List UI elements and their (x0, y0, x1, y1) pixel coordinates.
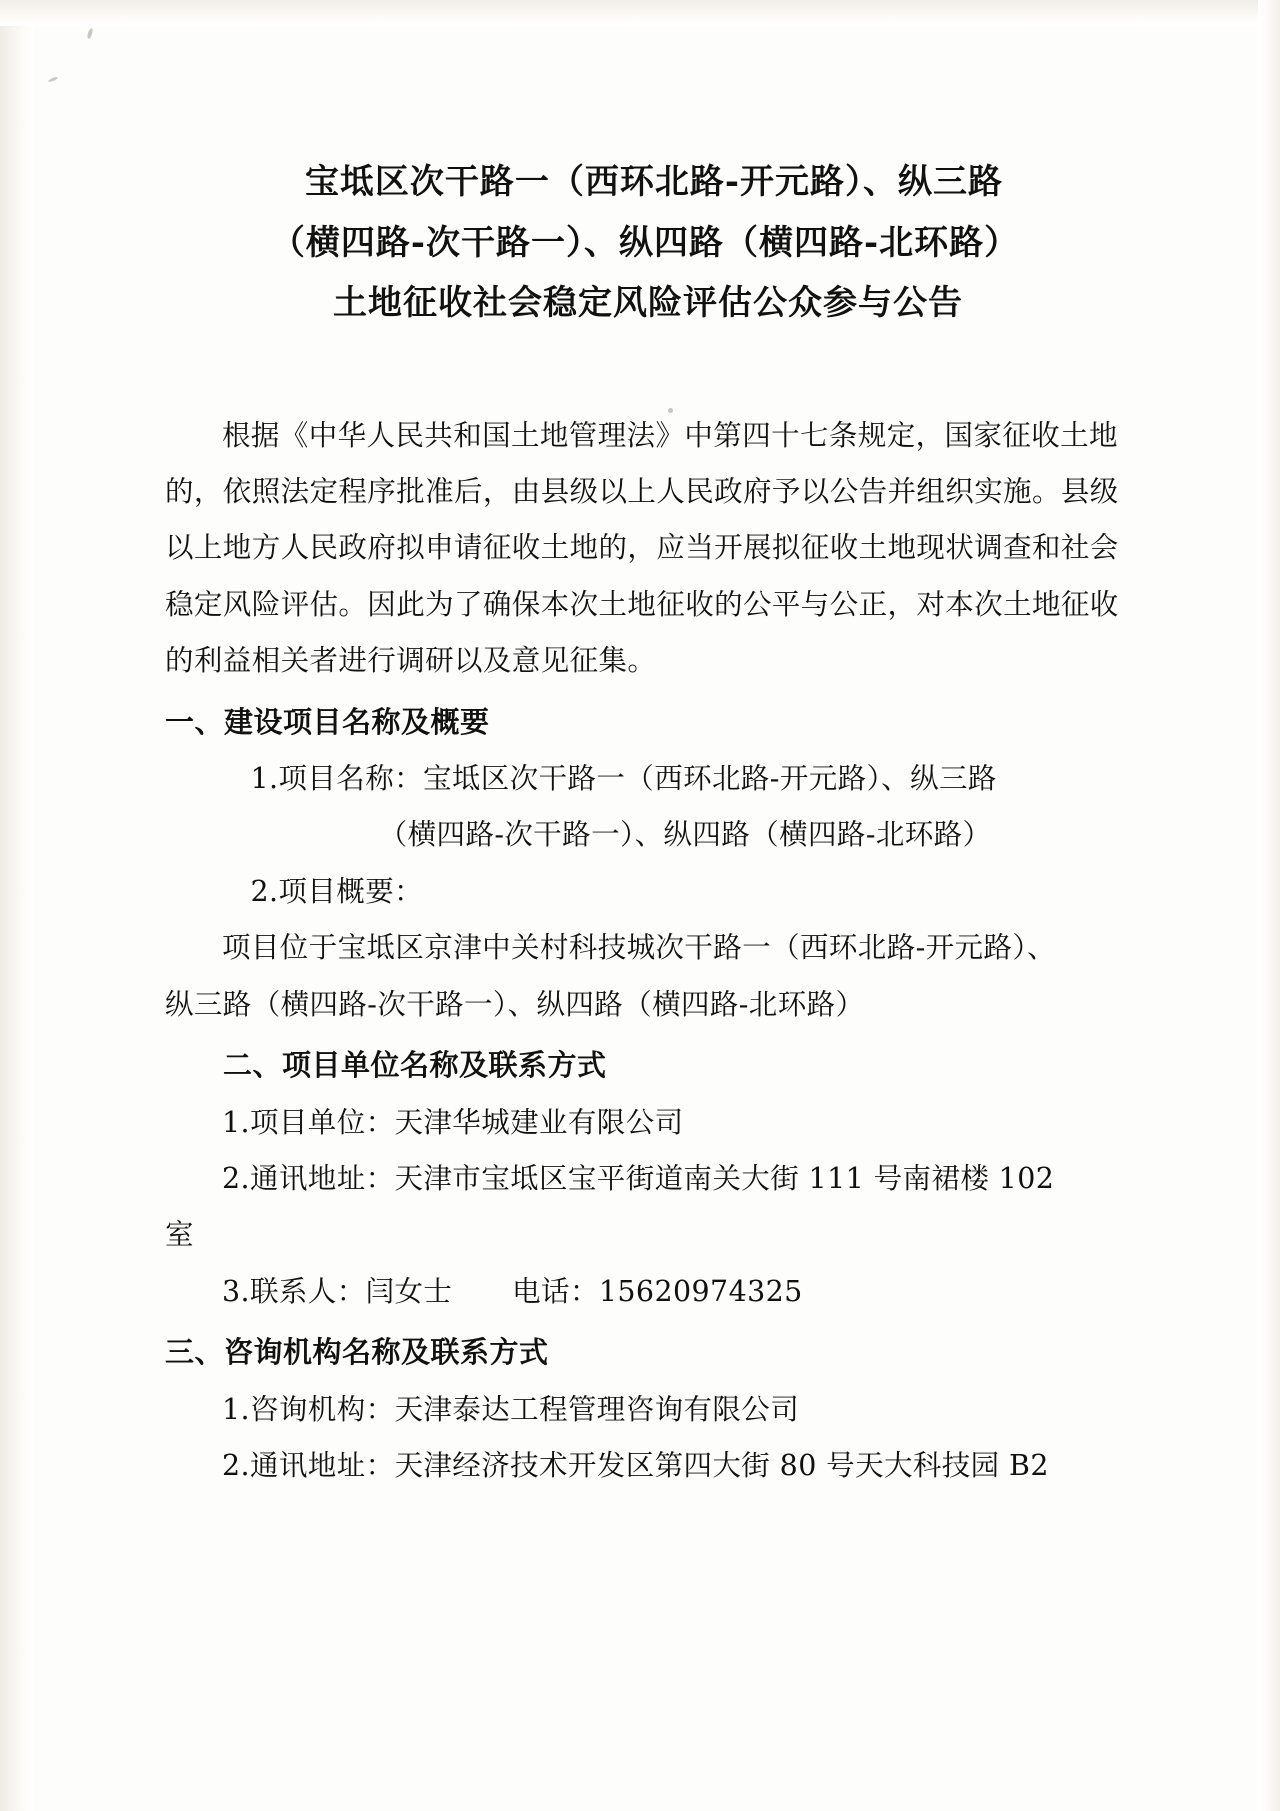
section2-item2-label: 2.通讯地址： (222, 1162, 395, 1195)
document-title (165, 152, 1125, 334)
section2-item1-text: 天津华城建业有限公司 (394, 1105, 684, 1139)
scan-speck (48, 76, 58, 83)
section2-item3 (165, 1264, 1125, 1320)
section1-item1-label: 1.项目名称： (250, 762, 423, 796)
section1-item1-line2: （横四路-次干路一）、纵四路（横四路-北环路） (378, 818, 992, 852)
section1-item1-line1 (165, 751, 1125, 807)
section3-item1-label: 1.咨询机构： (222, 1392, 395, 1426)
section2-item2-line2: 室 (165, 1218, 194, 1252)
document-body (165, 0, 1125, 1495)
section3-item2-label: 2.通讯地址： (222, 1449, 395, 1483)
section1-item1-text: 宝坻区次干路一（西环北路-开元路）、纵三路 (423, 762, 997, 796)
section2-item1 (165, 1095, 1125, 1151)
section3-item1 (165, 1382, 1125, 1438)
page-edge-shadow-right (1258, 0, 1280, 1811)
section2-item2-line1 (165, 1151, 1125, 1207)
section2-item2-text: 天津市宝坻区宝平街道南关大街 111 号南裙楼 102 (394, 1162, 1055, 1195)
scan-speck (86, 28, 93, 40)
section2-item1-label: 1.项目单位： (222, 1105, 395, 1139)
page-edge-shadow-left (0, 0, 34, 1811)
section2-item3-name: 闫女士 (365, 1274, 453, 1308)
section-heading-2: 二、项目单位名称及联系方式 (223, 1048, 607, 1083)
title-line-1: 宝坻区次干路一（西环北路-开元路）、纵三路 (304, 162, 1004, 202)
section3-item2-text: 天津经济技术开发区第四大街 80 号天大科技园 B2 (394, 1449, 1049, 1483)
section-heading-1: 一、建设项目名称及概要 (165, 704, 490, 739)
section1-item2-label: 2.项目概要： (250, 874, 423, 908)
document-content (165, 408, 1125, 1495)
section2-item3-phone: 电话：15620974325 (512, 1274, 803, 1308)
section-heading-3: 三、咨询机构名称及联系方式 (165, 1335, 549, 1370)
section3-item2 (165, 1438, 1125, 1494)
title-line-3: 土地征收社会稳定风险评估公众参与公告 (333, 283, 963, 324)
section3-item1-text: 天津泰达工程管理咨询有限公司 (394, 1392, 800, 1426)
section1-item2-line2: 纵三路（横四路-次干路一）、纵四路（横四路-北环路） (165, 987, 865, 1021)
title-line-2: （横四路-次干路一）、纵四路（横四路-北环路） (270, 222, 1020, 263)
section2-item3-label: 3.联系人： (222, 1274, 366, 1308)
section1-item2-line1: 项目位于宝坻区京津中关村科技城次干路一（西环北路-开元路）、 (222, 931, 1056, 965)
preamble-paragraph: 根据《中华人民共和国土地管理法》中第四十七条规定，国家征收土地的，依照法定程序批准后，由县级以上人民政府予以公告并组织实施。县级以上地方人民政府拟申请征收土地的，应当开展拟征收土地现状调查和社会稳定风险评估。因此为了确保本次土地征收的公平与公正，对本次土地征收的利益相关者进行调研以及意见征集。 (165, 418, 1119, 678)
